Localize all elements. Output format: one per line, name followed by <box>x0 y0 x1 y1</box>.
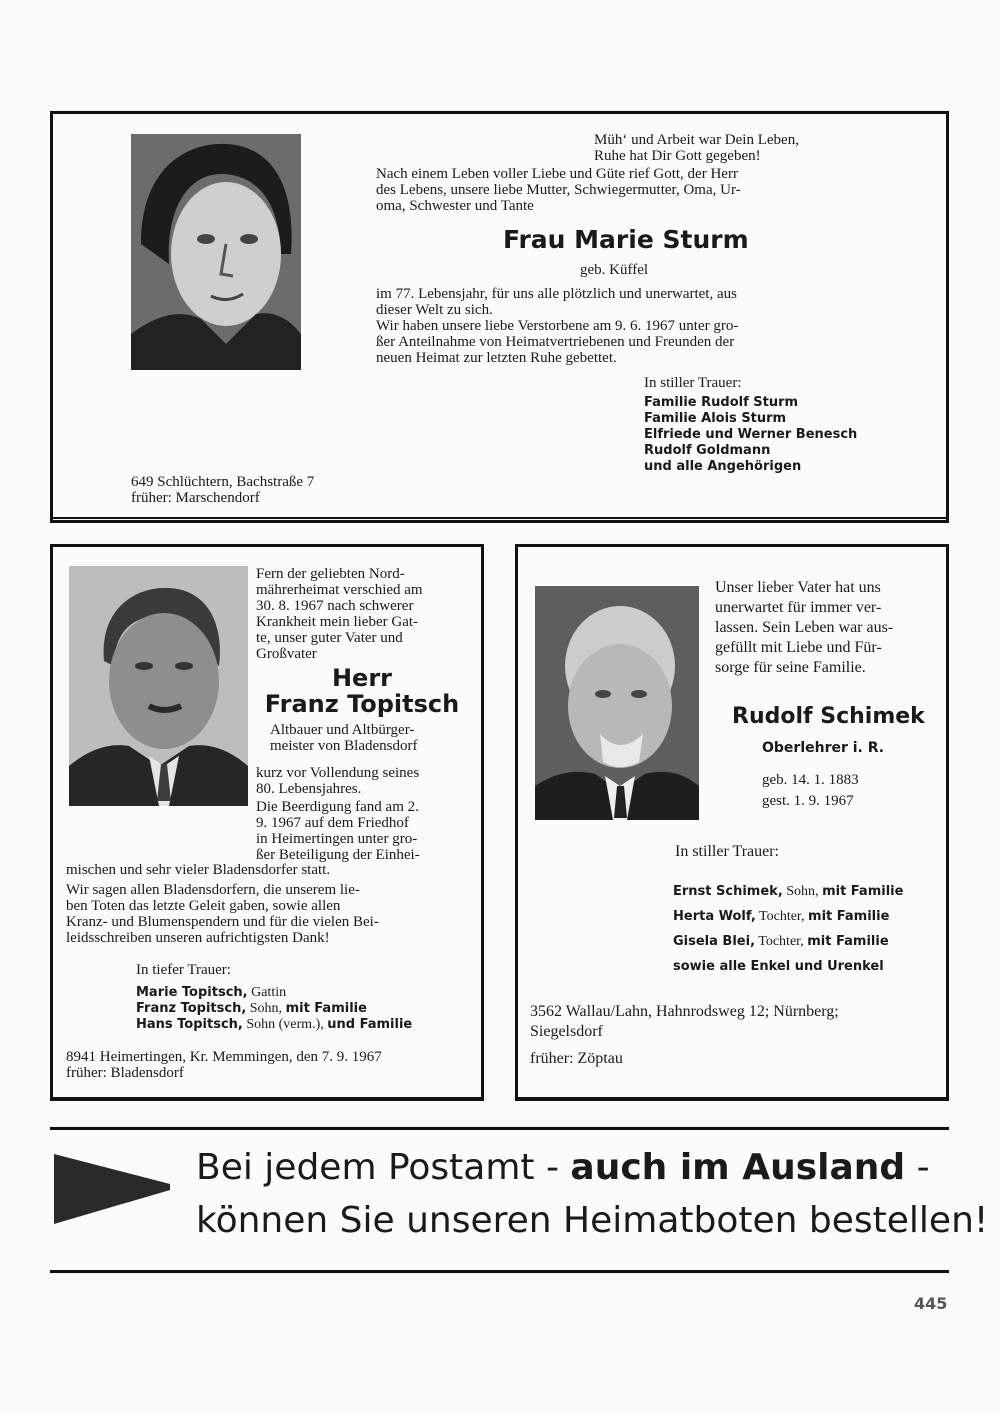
intro-line: Unser lieber Vater hat uns <box>715 579 881 596</box>
intro-line: Nach einem Leben voller Liebe und Güte rief Gott, der Herr <box>376 166 738 182</box>
banner-bottom-rule <box>50 1270 949 1273</box>
mourner-name: Gisela Blei, <box>673 934 756 949</box>
intro-line: Krankheit mein lieber Gat- <box>256 614 419 630</box>
address-line: 3562 Wallau/Lahn, Hahnrodsweg 12; Nürnberg; <box>530 1003 839 1020</box>
thanks-line: Kranz- und Blumenspendern und für die vielen Bei- <box>66 914 379 930</box>
mourner <box>136 1001 412 1017</box>
funeral-line: Die Beerdigung fand am 2. <box>256 799 419 815</box>
intro-line: Fern der geliebten Nord- <box>256 566 405 582</box>
address-line: 649 Schlüchtern, Bachstraße 7 <box>131 474 315 490</box>
mourner <box>136 985 412 1001</box>
mourner-family: mit Familie <box>285 1001 367 1016</box>
intro-line: 30. 8. 1967 nach schwerer <box>256 598 414 614</box>
thanks-line: Wir sagen allen Bladensdorfern, die unserem lie- <box>66 882 360 898</box>
age-line: 80. Lebensjahres. <box>256 781 362 797</box>
funeral-line: ßer Beteiligung der Einhei- <box>256 847 420 863</box>
death-date: gest. 1. 9. 1967 <box>762 793 854 809</box>
body-line: ßer Anteilnahme von Heimatvertriebenen und Freunden der <box>376 334 735 350</box>
mourners-list <box>644 395 857 475</box>
motto-line: Ruhe hat Dir Gott gegeben! <box>594 148 761 164</box>
mourner-family: und Familie <box>327 1017 413 1032</box>
mourning-label: In stiller Trauer: <box>675 843 779 860</box>
age-text <box>256 765 419 797</box>
role-text <box>270 722 417 754</box>
funeral-line: in Heimertingen unter gro- <box>256 831 418 847</box>
mourner-name: Marie Topitsch, <box>136 985 248 1000</box>
mourner: Rudolf Goldmann <box>644 443 771 458</box>
divider <box>515 1097 949 1099</box>
mourner: Familie Alois Sturm <box>644 411 787 426</box>
mourner-family: mit Familie <box>808 909 890 924</box>
intro-line: mährerheimat verschied am <box>256 582 423 598</box>
thanks-line: ben Toten das letzte Geleit gaben, sowie allen <box>66 898 341 914</box>
intro-text <box>715 578 893 678</box>
divider <box>50 1097 484 1099</box>
intro-line: sorge für seine Familie. <box>715 659 866 676</box>
banner-line-2: können Sie unseren Heimatboten bestellen! <box>196 1200 989 1241</box>
mourner: und alle Angehörigen <box>644 459 802 474</box>
mourner <box>673 904 903 929</box>
intro-line: Großvater <box>256 646 317 662</box>
address-line: früher: Marschendorf <box>131 490 260 506</box>
former-residence: früher: Zöptau <box>530 1050 623 1067</box>
mourner-relation: Tochter, <box>755 909 809 924</box>
deceased-title: Oberlehrer i. R. <box>762 740 885 756</box>
mourner-family: mit Familie <box>807 934 889 949</box>
funeral-line: 9. 1967 auf dem Friedhof <box>256 815 409 831</box>
funeral-text <box>256 799 468 863</box>
mourner <box>673 954 903 979</box>
banner-emphasis: auch im Ausland <box>570 1147 906 1188</box>
mourner-name: Hans Topitsch, <box>136 1017 243 1032</box>
mourner <box>673 929 903 954</box>
age-line: kurz vor Vollendung seines <box>256 765 420 781</box>
body-line: dieser Welt zu sich. <box>376 302 493 318</box>
intro-line: oma, Schwester und Tante <box>376 198 534 214</box>
mourner-relation: Sohn (verm.), <box>242 1017 328 1032</box>
mourner-name: sowie alle Enkel und Urenkel <box>673 959 884 974</box>
deceased-name: Frau Marie Sturm <box>503 225 749 254</box>
portrait-franz-topitsch <box>69 566 248 806</box>
portrait-marie-sturm <box>131 134 301 370</box>
mourning-label: In stiller Trauer: <box>644 375 742 391</box>
motto-line: Müh‘ und Arbeit war Dein Leben, <box>594 132 799 148</box>
pennant-icon <box>52 1150 172 1226</box>
address <box>66 1049 382 1081</box>
deceased-name: Franz Topitsch <box>264 690 460 718</box>
banner-top-rule <box>50 1127 949 1130</box>
mourner-relation: Tochter, <box>755 934 808 949</box>
mourner-relation: Gattin <box>247 985 287 1000</box>
intro-text <box>376 166 870 214</box>
role-line: Altbauer und Altbürger- <box>270 722 415 738</box>
address-line: früher: Bladensdorf <box>66 1065 184 1081</box>
mourning-label: In tiefer Trauer: <box>136 962 231 978</box>
address <box>530 1002 932 1042</box>
deceased-title: Herr <box>331 664 393 692</box>
address-line: Siegelsdorf <box>530 1023 603 1040</box>
motto <box>594 132 799 164</box>
mourner: Elfriede und Werner Benesch <box>644 427 858 442</box>
mourner: Familie Rudolf Sturm <box>644 395 799 410</box>
mourner-family: mit Familie <box>822 884 904 899</box>
intro-line: te, unser guter Vater und <box>256 630 403 646</box>
intro-line: unerwartet für immer ver- <box>715 599 882 616</box>
page-number: 445 <box>914 1294 948 1313</box>
banner-text: - <box>905 1147 930 1188</box>
mourner-relation: Sohn, <box>246 1001 286 1016</box>
maiden-name: geb. Küffel <box>580 262 649 278</box>
intro-line: des Lebens, unsere liebe Mutter, Schwiegermutter, Oma, Ur- <box>376 182 741 198</box>
mourner-name: Ernst Schimek, <box>673 884 783 899</box>
funeral-last-line: mischen und sehr vieler Bladensdorfer statt. <box>66 862 331 878</box>
body-text <box>376 286 870 366</box>
body-line: neuen Heimat zur letzten Ruhe gebettet. <box>376 350 617 366</box>
mourner <box>136 1017 412 1033</box>
role-line: meister von Bladensdorf <box>270 738 418 754</box>
mourner <box>673 879 903 904</box>
intro-line: lassen. Sein Leben war aus- <box>715 619 894 636</box>
mourner-relation: Sohn, <box>782 884 823 899</box>
address <box>131 474 314 506</box>
body-line: im 77. Lebensjahr, für uns alle plötzlich und unerwartet, aus <box>376 286 737 302</box>
address-line: 8941 Heimertingen, Kr. Memmingen, den 7. 9. 1967 <box>66 1049 382 1065</box>
thanks-text <box>66 882 379 946</box>
mourners-list <box>136 985 412 1033</box>
mourner-name: Franz Topitsch, <box>136 1001 247 1016</box>
portrait-rudolf-schimek <box>535 586 699 820</box>
deceased-name: Rudolf Schimek <box>732 704 925 729</box>
mourner-name: Herta Wolf, <box>673 909 756 924</box>
mourners-list <box>673 879 903 979</box>
banner-text: Bei jedem Postamt - <box>196 1147 571 1188</box>
birth-date: geb. 14. 1. 1883 <box>762 772 859 788</box>
divider <box>50 517 949 519</box>
body-line: Wir haben unsere liebe Verstorbene am 9. 6. 1967 unter gro- <box>376 318 739 334</box>
intro-line: gefüllt mit Liebe und Für- <box>715 639 882 656</box>
banner-line-1 <box>196 1146 930 1190</box>
intro-text <box>256 566 468 662</box>
thanks-line: leidsschreiben unseren aufrichtigsten Dank! <box>66 930 330 946</box>
